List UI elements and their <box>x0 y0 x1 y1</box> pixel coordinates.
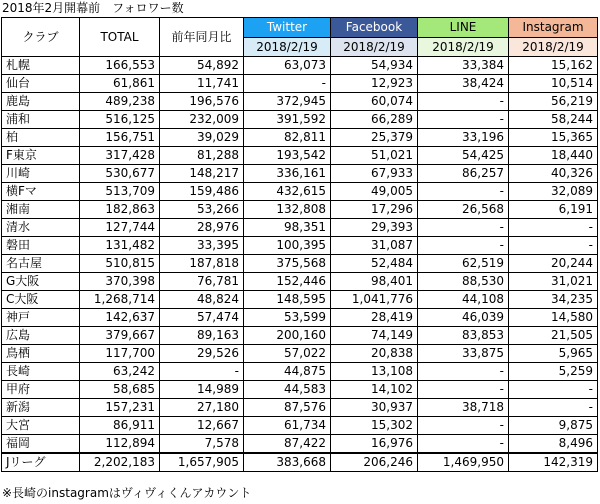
instagram-cell: 18,440 <box>509 147 598 165</box>
club-cell: 清水 <box>2 219 80 237</box>
follower-table <box>1 17 598 472</box>
yoy-cell: 7,578 <box>160 435 244 454</box>
date-twitter: 2018/2/19 <box>244 38 331 57</box>
instagram-cell: 32,089 <box>509 183 598 201</box>
yoy-cell: 159,486 <box>160 183 244 201</box>
twitter-cell: 132,808 <box>244 201 331 219</box>
table-row <box>2 93 598 111</box>
header-twitter: Twitter <box>244 18 331 38</box>
club-cell: 長崎 <box>2 363 80 381</box>
table-row <box>2 327 598 345</box>
header-club: クラブ <box>2 18 80 57</box>
club-cell: 川崎 <box>2 165 80 183</box>
total-cell: 117,700 <box>80 345 160 363</box>
line-cell: - <box>418 219 509 237</box>
total-cell: 63,242 <box>80 363 160 381</box>
line-cell: - <box>418 417 509 435</box>
facebook-cell: 20,838 <box>331 345 418 363</box>
line-cell: 38,424 <box>418 75 509 93</box>
total-cell: 131,482 <box>80 237 160 255</box>
facebook-cell: 16,976 <box>331 435 418 454</box>
yoy-cell: 196,576 <box>160 93 244 111</box>
total-cell: 516,125 <box>80 111 160 129</box>
total-cell: 86,911 <box>80 417 160 435</box>
facebook-cell: 51,021 <box>331 147 418 165</box>
facebook-cell: 13,108 <box>331 363 418 381</box>
total-cell: 370,398 <box>80 273 160 291</box>
total-cell: 112,894 <box>80 435 160 454</box>
yoy-cell: - <box>160 363 244 381</box>
instagram-cell: 40,326 <box>509 165 598 183</box>
table-row <box>2 165 598 183</box>
yoy-cell: 57,474 <box>160 309 244 327</box>
facebook-cell: 67,933 <box>331 165 418 183</box>
header-line: LINE <box>418 18 509 38</box>
facebook-cell: 54,934 <box>331 57 418 75</box>
facebook-cell: 60,074 <box>331 93 418 111</box>
instagram-cell: 5,965 <box>509 345 598 363</box>
club-cell: Jリーグ <box>2 453 80 472</box>
date-line: 2018/2/19 <box>418 38 509 57</box>
twitter-cell: 375,568 <box>244 255 331 273</box>
facebook-cell: 17,296 <box>331 201 418 219</box>
yoy-cell: 148,217 <box>160 165 244 183</box>
facebook-cell: 12,923 <box>331 75 418 93</box>
twitter-cell: 44,583 <box>244 381 331 399</box>
line-cell: - <box>418 435 509 454</box>
total-cell: 513,709 <box>80 183 160 201</box>
yoy-cell: 54,892 <box>160 57 244 75</box>
table-row <box>2 75 598 93</box>
total-cell: 2,202,183 <box>80 453 160 472</box>
total-cell: 530,677 <box>80 165 160 183</box>
table-row <box>2 399 598 417</box>
twitter-cell: 200,160 <box>244 327 331 345</box>
table-row <box>2 183 598 201</box>
header-total: TOTAL <box>80 18 160 57</box>
line-cell: 46,039 <box>418 309 509 327</box>
twitter-cell: 193,542 <box>244 147 331 165</box>
line-cell: 54,425 <box>418 147 509 165</box>
yoy-cell: 28,976 <box>160 219 244 237</box>
instagram-cell: 142,319 <box>509 453 598 472</box>
line-cell: 44,108 <box>418 291 509 309</box>
club-cell: 鹿島 <box>2 93 80 111</box>
facebook-cell: 29,393 <box>331 219 418 237</box>
twitter-cell: 336,161 <box>244 165 331 183</box>
date-facebook: 2018/2/19 <box>331 38 418 57</box>
twitter-cell: 63,073 <box>244 57 331 75</box>
twitter-cell: 44,875 <box>244 363 331 381</box>
total-cell: 379,667 <box>80 327 160 345</box>
table-row <box>2 237 598 255</box>
yoy-cell: 12,667 <box>160 417 244 435</box>
line-cell: - <box>418 183 509 201</box>
line-cell: 88,530 <box>418 273 509 291</box>
table-row <box>2 147 598 165</box>
yoy-cell: 11,741 <box>160 75 244 93</box>
line-cell: 83,853 <box>418 327 509 345</box>
yoy-cell: 27,180 <box>160 399 244 417</box>
yoy-cell: 53,266 <box>160 201 244 219</box>
total-cell: 58,685 <box>80 381 160 399</box>
facebook-cell: 98,401 <box>331 273 418 291</box>
header-facebook: Facebook <box>331 18 418 38</box>
yoy-cell: 33,395 <box>160 237 244 255</box>
total-cell: 166,553 <box>80 57 160 75</box>
twitter-cell: 148,595 <box>244 291 331 309</box>
page-title: 2018年2月開幕前 フォロワー数 <box>2 1 184 15</box>
twitter-cell: 98,351 <box>244 219 331 237</box>
total-cell: 127,744 <box>80 219 160 237</box>
club-cell: 浦和 <box>2 111 80 129</box>
table-row <box>2 255 598 273</box>
total-cell: 1,268,714 <box>80 291 160 309</box>
table-row <box>2 273 598 291</box>
total-cell: 156,751 <box>80 129 160 147</box>
yoy-cell: 89,163 <box>160 327 244 345</box>
header-yoy: 前年同月比 <box>160 18 244 57</box>
table-row <box>2 417 598 435</box>
line-cell: 86,257 <box>418 165 509 183</box>
line-cell: 38,718 <box>418 399 509 417</box>
instagram-cell: 8,496 <box>509 435 598 454</box>
club-cell: 神戸 <box>2 309 80 327</box>
facebook-cell: 206,246 <box>331 453 418 472</box>
table-row <box>2 309 598 327</box>
date-instagram: 2018/2/19 <box>509 38 598 57</box>
table-row <box>2 435 598 454</box>
table-body <box>2 57 598 472</box>
club-cell: F東京 <box>2 147 80 165</box>
instagram-cell: 20,244 <box>509 255 598 273</box>
club-cell: 広島 <box>2 327 80 345</box>
line-cell: 33,196 <box>418 129 509 147</box>
yoy-cell: 76,781 <box>160 273 244 291</box>
line-cell: - <box>418 363 509 381</box>
line-cell: - <box>418 381 509 399</box>
table-row <box>2 219 598 237</box>
instagram-cell: 31,021 <box>509 273 598 291</box>
total-cell: 142,637 <box>80 309 160 327</box>
club-cell: 柏 <box>2 129 80 147</box>
club-cell: 福岡 <box>2 435 80 454</box>
yoy-cell: 81,288 <box>160 147 244 165</box>
facebook-cell: 1,041,776 <box>331 291 418 309</box>
twitter-cell: 61,734 <box>244 417 331 435</box>
facebook-cell: 30,937 <box>331 399 418 417</box>
facebook-cell: 31,087 <box>331 237 418 255</box>
instagram-cell: 15,365 <box>509 129 598 147</box>
instagram-cell: 14,580 <box>509 309 598 327</box>
total-cell: 61,861 <box>80 75 160 93</box>
line-cell: - <box>418 111 509 129</box>
footnote: ※長崎のinstagramはヴィヴィくんアカウント <box>2 486 252 500</box>
total-cell: 510,815 <box>80 255 160 273</box>
table-row <box>2 291 598 309</box>
header-instagram: Instagram <box>509 18 598 38</box>
club-cell: C大阪 <box>2 291 80 309</box>
total-cell: 182,863 <box>80 201 160 219</box>
yoy-cell: 39,029 <box>160 129 244 147</box>
instagram-cell: 56,219 <box>509 93 598 111</box>
facebook-cell: 15,302 <box>331 417 418 435</box>
twitter-cell: 383,668 <box>244 453 331 472</box>
line-cell: 33,875 <box>418 345 509 363</box>
club-cell: 甲府 <box>2 381 80 399</box>
instagram-cell: 15,162 <box>509 57 598 75</box>
club-cell: 新潟 <box>2 399 80 417</box>
table-row <box>2 57 598 75</box>
facebook-cell: 74,149 <box>331 327 418 345</box>
facebook-cell: 28,419 <box>331 309 418 327</box>
table-row <box>2 129 598 147</box>
line-cell: 33,384 <box>418 57 509 75</box>
total-cell: 317,428 <box>80 147 160 165</box>
yoy-cell: 187,818 <box>160 255 244 273</box>
table-row <box>2 363 598 381</box>
total-cell: 489,238 <box>80 93 160 111</box>
yoy-cell: 232,009 <box>160 111 244 129</box>
table-row <box>2 381 598 399</box>
facebook-cell: 66,289 <box>331 111 418 129</box>
table-row <box>2 201 598 219</box>
club-cell: 大宮 <box>2 417 80 435</box>
instagram-cell: - <box>509 381 598 399</box>
twitter-cell: - <box>244 75 331 93</box>
instagram-cell: 9,875 <box>509 417 598 435</box>
twitter-cell: 53,599 <box>244 309 331 327</box>
instagram-cell: 58,244 <box>509 111 598 129</box>
line-cell: 62,519 <box>418 255 509 273</box>
twitter-cell: 432,615 <box>244 183 331 201</box>
club-cell: 横Fマ <box>2 183 80 201</box>
facebook-cell: 52,484 <box>331 255 418 273</box>
club-cell: 名古屋 <box>2 255 80 273</box>
facebook-cell: 49,005 <box>331 183 418 201</box>
twitter-cell: 152,446 <box>244 273 331 291</box>
twitter-cell: 87,576 <box>244 399 331 417</box>
yoy-cell: 29,526 <box>160 345 244 363</box>
yoy-cell: 14,989 <box>160 381 244 399</box>
instagram-cell: 34,235 <box>509 291 598 309</box>
instagram-cell: - <box>509 219 598 237</box>
twitter-cell: 100,395 <box>244 237 331 255</box>
line-cell: 1,469,950 <box>418 453 509 472</box>
twitter-cell: 372,945 <box>244 93 331 111</box>
header-row <box>2 18 598 38</box>
twitter-cell: 391,592 <box>244 111 331 129</box>
facebook-cell: 25,379 <box>331 129 418 147</box>
twitter-cell: 57,022 <box>244 345 331 363</box>
club-cell: 磐田 <box>2 237 80 255</box>
club-cell: 仙台 <box>2 75 80 93</box>
line-cell: - <box>418 237 509 255</box>
instagram-cell: - <box>509 399 598 417</box>
club-cell: G大阪 <box>2 273 80 291</box>
total-row <box>2 453 598 472</box>
instagram-cell: 6,191 <box>509 201 598 219</box>
table-row <box>2 111 598 129</box>
table-row <box>2 345 598 363</box>
twitter-cell: 82,811 <box>244 129 331 147</box>
club-cell: 鳥栖 <box>2 345 80 363</box>
twitter-cell: 87,422 <box>244 435 331 454</box>
club-cell: 札幌 <box>2 57 80 75</box>
total-cell: 157,231 <box>80 399 160 417</box>
instagram-cell: 10,514 <box>509 75 598 93</box>
instagram-cell: 5,259 <box>509 363 598 381</box>
instagram-cell: - <box>509 237 598 255</box>
facebook-cell: 14,102 <box>331 381 418 399</box>
line-cell: - <box>418 93 509 111</box>
yoy-cell: 1,657,905 <box>160 453 244 472</box>
instagram-cell: 21,505 <box>509 327 598 345</box>
yoy-cell: 48,824 <box>160 291 244 309</box>
line-cell: 26,568 <box>418 201 509 219</box>
club-cell: 湘南 <box>2 201 80 219</box>
